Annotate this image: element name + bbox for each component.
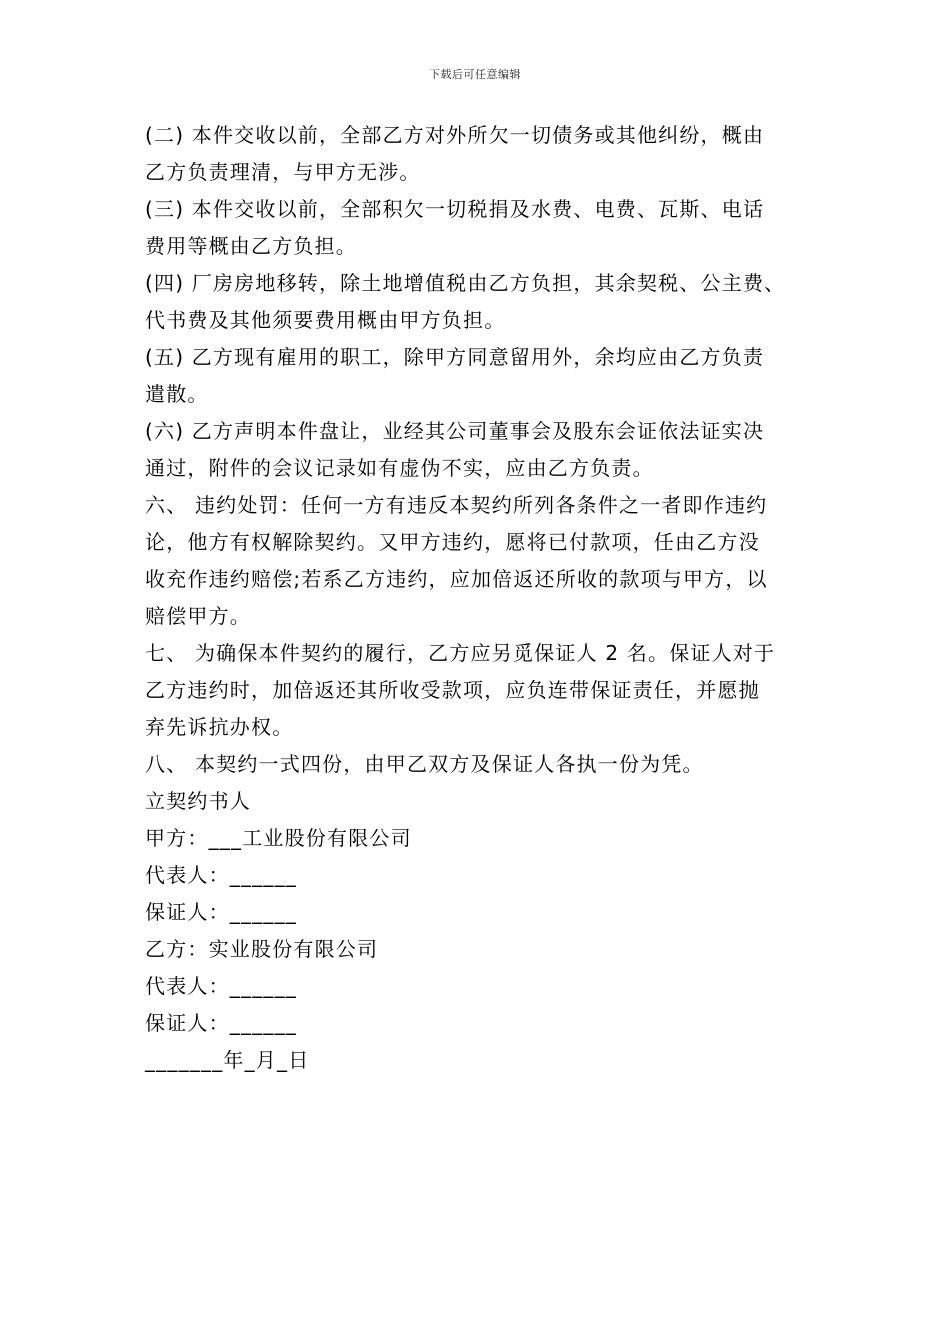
copies-line: 八、 本契约一式四份，由甲乙双方及保证人各执一份为凭。	[145, 752, 704, 776]
date-line: _______年_月_日	[145, 1048, 310, 1072]
guarantee-line-1: 七、 为确保本件契约的履行，乙方应另觅保证人 2 名。保证人对于	[145, 641, 776, 665]
party-a-guarantor: 保证人：______	[145, 900, 297, 924]
clause-6-line-1: (六) 乙方声明本件盘让，业经其公司董事会及股东会证依法证实决	[145, 419, 765, 443]
penalty-line-3: 收充作违约赔偿;若系乙方违约，应加倍返还所收的款项与甲方，以	[145, 567, 768, 591]
party-b-name: 乙方：实业股份有限公司	[145, 937, 379, 961]
clause-2-line-2: 乙方负责理清，与甲方无涉。	[145, 160, 421, 184]
penalty-line-2: 论，他方有权解除契约。又甲方违约，愿将已付款项，任由乙方没	[145, 530, 760, 554]
guarantee-line-3: 弃先诉抗办权。	[145, 715, 294, 739]
clause-3-line-1: (三) 本件交收以前，全部积欠一切税捐及水费、电费、瓦斯、电话	[145, 197, 765, 221]
clause-4-line-1: (四) 厂房房地移转，除土地增值税由乙方负担，其余契税、公主费、	[145, 271, 786, 295]
contract-body	[145, 117, 825, 1079]
party-b-guarantor: 保证人：______	[145, 1011, 297, 1035]
clause-2-line-1: (二) 本件交收以前，全部乙方对外所欠一切债务或其他纠纷，概由	[145, 123, 765, 147]
signatories-heading: 立契约书人	[145, 789, 251, 813]
clause-3-line-2: 费用等概由乙方负担。	[145, 234, 357, 258]
clause-5-line-2: 遣散。	[145, 382, 209, 406]
clause-4-line-2: 代书费及其他须要费用概由甲方负担。	[145, 308, 506, 332]
guarantee-line-2: 乙方违约时，加倍返还其所收受款项，应负连带保证责任，并愿抛	[145, 678, 760, 702]
clause-5-line-1: (五) 乙方现有雇用的职工，除甲方同意留用外，余均应由乙方负责	[145, 345, 765, 369]
party-a-name: 甲方：___工业股份有限公司	[145, 826, 412, 850]
clause-6-line-2: 通过，附件的会议记录如有虚伪不实，应由乙方负责。	[145, 456, 654, 480]
party-b-representative: 代表人：______	[145, 974, 297, 998]
penalty-line-1: 六、 违约处罚：任何一方有违反本契约所列各条件之一者即作违约	[145, 493, 768, 517]
party-a-representative: 代表人：______	[145, 863, 297, 887]
header-note: 下载后可任意编辑	[429, 68, 521, 81]
penalty-line-4: 赔偿甲方。	[145, 604, 251, 628]
